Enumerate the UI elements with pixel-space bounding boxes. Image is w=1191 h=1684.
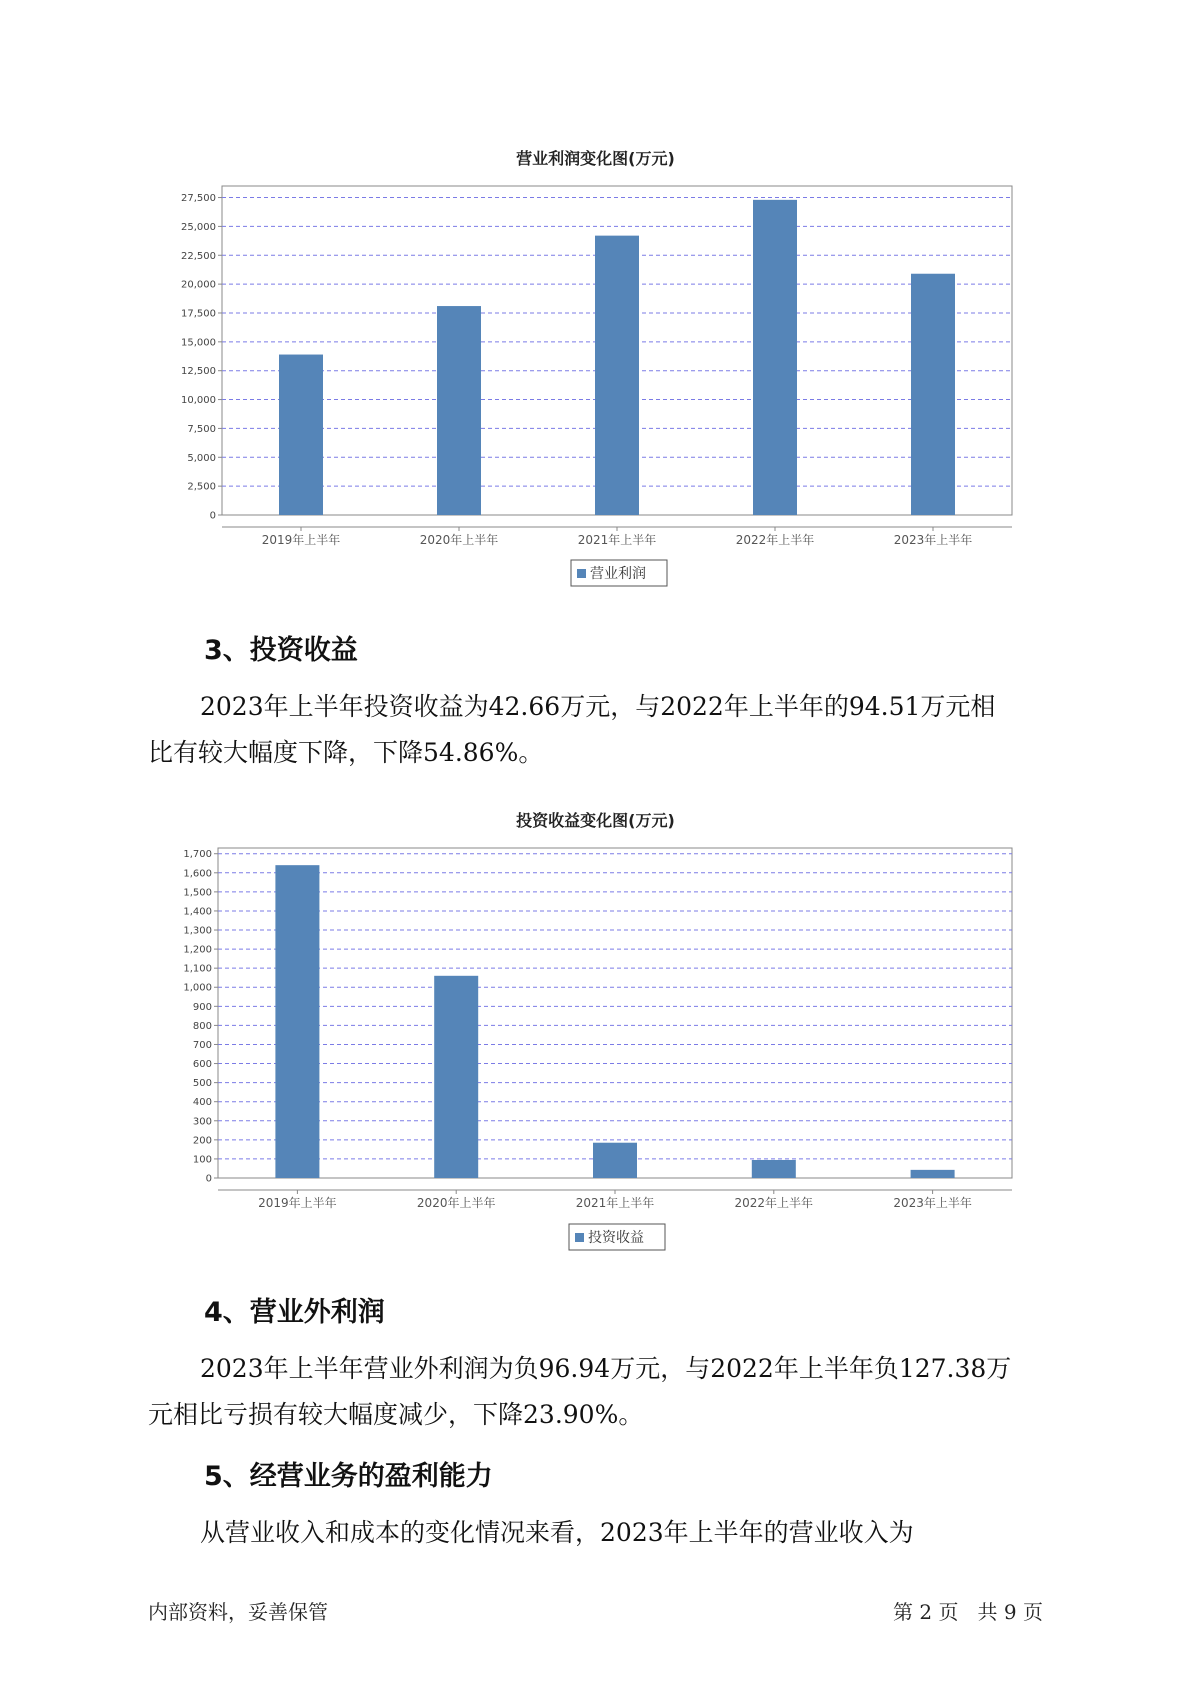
section-3-line-2: 比有较大幅度下降，下降54.86%。: [148, 738, 544, 767]
bar-2021年上半年: [593, 1143, 637, 1178]
footer-confidential: 内部资料，妥善保管: [148, 1600, 328, 1624]
y-tick-label: 900: [192, 1001, 212, 1013]
section-4-paragraph: [148, 1346, 1048, 1438]
y-tick-label: 2,500: [187, 481, 216, 493]
y-tick-label: 300: [192, 1116, 212, 1128]
y-tick-label: 200: [192, 1135, 212, 1147]
section-3-line-1: 2023年上半年投资收益为42.66万元，与2022年上半年的94.51万元相: [200, 692, 996, 721]
operating-profit-chart: [0, 170, 1191, 610]
bar-2019年上半年: [275, 865, 319, 1178]
x-tick-label: 2023年上半年: [893, 1196, 972, 1210]
section-4-line-2: 元相比亏损有较大幅度减少，下降23.90%。: [148, 1400, 644, 1429]
section-5-paragraph: [148, 1510, 1048, 1556]
y-tick-label: 500: [192, 1078, 212, 1090]
legend-swatch: [577, 569, 586, 578]
y-tick-label: 12,500: [181, 366, 216, 378]
y-tick-label: 400: [192, 1097, 212, 1109]
bar-2019年上半年: [279, 355, 323, 515]
y-tick-label: 0: [205, 1173, 212, 1185]
section-4-heading: 4、营业外利润: [204, 1297, 385, 1328]
x-tick-label: 2020年上半年: [416, 1196, 496, 1210]
x-tick-label: 2022年上半年: [734, 1196, 814, 1210]
x-tick-label: 2022年上半年: [735, 533, 815, 547]
x-tick-label: 2019年上半年: [258, 1196, 337, 1210]
x-tick-label: 2020年上半年: [419, 533, 499, 547]
bar-2021年上半年: [595, 236, 639, 515]
investment-income-chart: [0, 838, 1191, 1258]
y-tick-label: 700: [192, 1039, 212, 1051]
x-tick-label: 2021年上半年: [575, 1196, 655, 1210]
bar-2022年上半年: [753, 200, 797, 515]
y-tick-label: 1,700: [183, 849, 212, 861]
y-tick-label: 1,000: [183, 982, 212, 994]
x-tick-label: 2021年上半年: [577, 533, 657, 547]
section-3-paragraph: [148, 684, 1048, 776]
y-tick-label: 1,200: [183, 944, 212, 956]
y-tick-label: 100: [192, 1154, 212, 1166]
y-tick-label: 10,000: [181, 395, 216, 407]
y-tick-label: 600: [192, 1059, 212, 1071]
y-tick-label: 20,000: [181, 279, 216, 291]
y-tick-label: 25,000: [181, 221, 216, 233]
legend-label: 营业利润: [590, 566, 646, 582]
section-3-heading: 3、投资收益: [204, 635, 358, 666]
bar-2020年上半年: [437, 306, 481, 515]
section-5-heading: 5、经营业务的盈利能力: [204, 1461, 493, 1492]
y-tick-label: 1,400: [183, 906, 212, 918]
y-tick-label: 800: [192, 1020, 212, 1032]
section-5-line-1: 从营业收入和成本的变化情况来看，2023年上半年的营业收入为: [200, 1518, 914, 1547]
y-tick-label: 17,500: [181, 308, 216, 320]
bar-2023年上半年: [911, 274, 955, 515]
y-tick-label: 1,100: [183, 963, 212, 975]
chart2-title: 投资收益变化图(万元): [516, 811, 675, 830]
y-tick-label: 22,500: [181, 250, 216, 262]
legend-swatch: [575, 1233, 584, 1242]
x-tick-label: 2019年上半年: [261, 533, 341, 547]
y-tick-label: 0: [209, 510, 216, 522]
bar-2023年上半年: [911, 1170, 955, 1178]
y-tick-label: 1,300: [183, 925, 212, 937]
section-4-line-1: 2023年上半年营业外利润为负96.94万元，与2022年上半年负127.38万: [200, 1354, 1012, 1383]
y-tick-label: 1,600: [183, 868, 212, 880]
y-tick-label: 15,000: [181, 337, 216, 349]
legend-label: 投资收益: [588, 1230, 644, 1246]
y-tick-label: 1,500: [183, 887, 212, 899]
bar-2020年上半年: [434, 976, 478, 1178]
x-tick-label: 2023年上半年: [893, 533, 973, 547]
footer-page-number: 第 2 页 共 9 页: [893, 1600, 1043, 1624]
y-tick-label: 5,000: [187, 452, 216, 464]
plot-area: [218, 848, 1012, 1178]
bar-2022年上半年: [752, 1160, 796, 1178]
chart1-title: 营业利润变化图(万元): [516, 149, 675, 168]
y-tick-label: 27,500: [181, 193, 216, 205]
y-tick-label: 7,500: [187, 423, 216, 435]
